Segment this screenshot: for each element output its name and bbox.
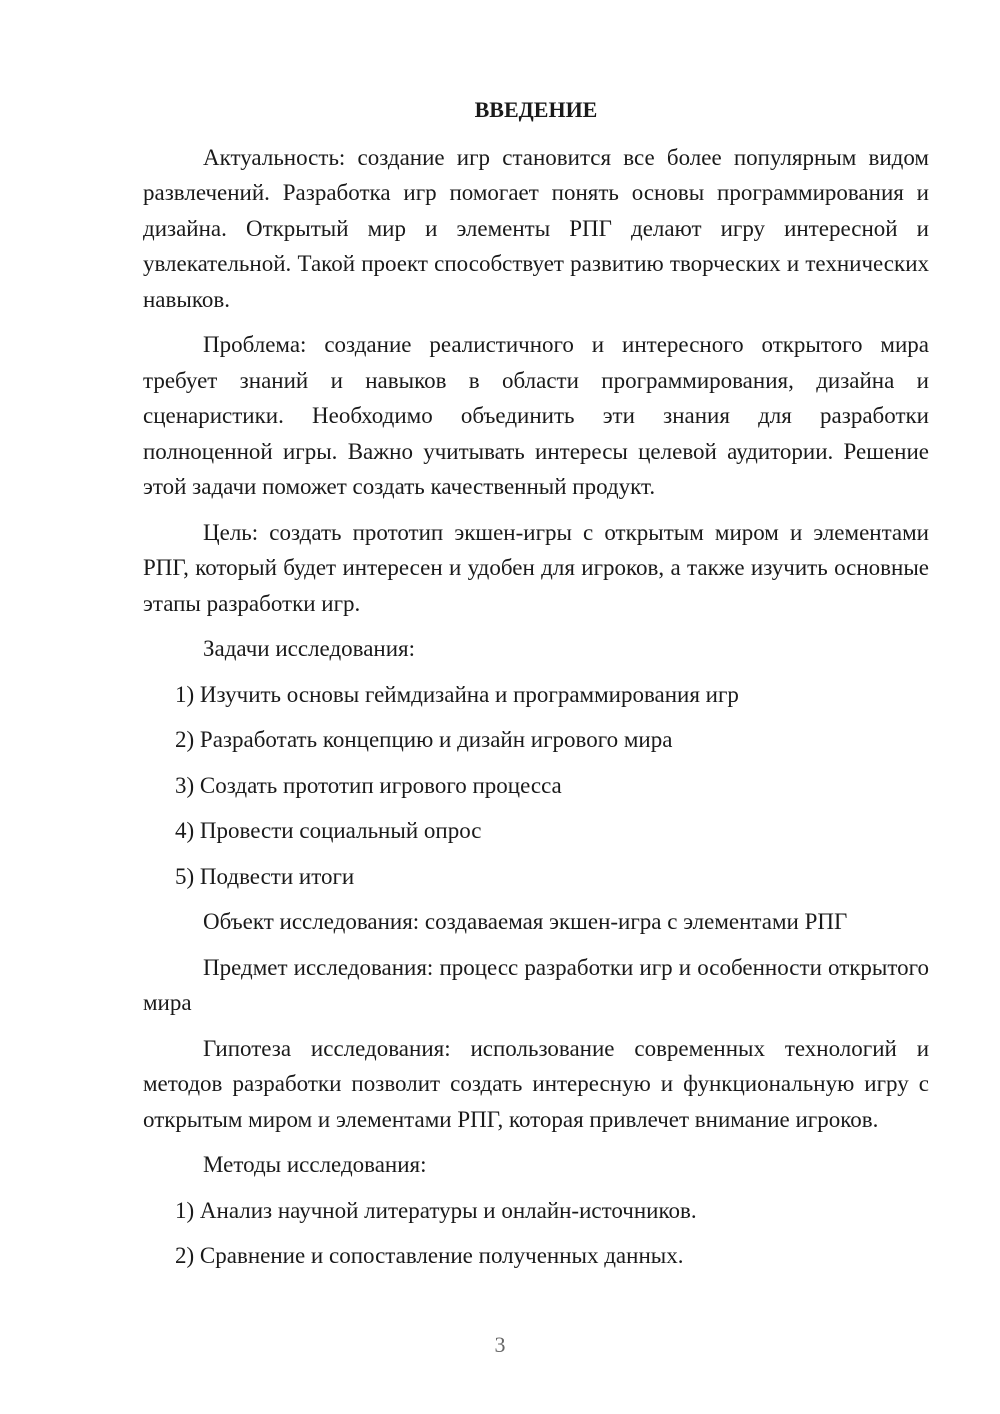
- problem-paragraph: Проблема: создание реалистичного и интересного открытого мира требует знаний и навыков в области программирования, дизайна и сценаристики. Необходимо объединить эти знания для разработки полноценной игры. Важно учитывать интересы целевой аудитории. Решение этой задачи поможет создать качественный продукт.: [143, 332, 929, 499]
- subject-paragraph: Предмет исследования: процесс разработки игр и особенности открытого мира: [143, 954, 929, 1015]
- task-number: 4): [175, 818, 195, 843]
- relevance-paragraph: Актуальность: создание игр становится все более популярным видом развлечений. Разработка игр помогает понять основы программирования и дизайна. Открытый мир и элементы РПГ делают игру интересной и увлекательной. Такой проект способствует развитию творческих и технических навыков.: [143, 144, 929, 312]
- method-number: 2): [175, 1243, 195, 1268]
- method-text: Анализ научной литературы и онлайн-источников.: [199, 1197, 697, 1223]
- page-number: 3: [494, 1332, 506, 1357]
- task-text: Провести социальный опрос: [199, 818, 482, 843]
- task-text: Изучить основы геймдизайна и программирования игр: [199, 681, 739, 707]
- task-item: [143, 677, 929, 713]
- document-body: [143, 92, 929, 1284]
- object-line: Объект исследования: создаваемая экшен-игра с элементами РПГ: [203, 909, 848, 934]
- methods-heading: Методы исследования:: [203, 1152, 427, 1177]
- method-number: 1): [175, 1197, 195, 1223]
- task-text: Создать прототип игрового процесса: [199, 772, 562, 798]
- task-number: 1): [175, 681, 195, 707]
- method-text: Сравнение и сопоставление полученных данных.: [199, 1243, 684, 1268]
- task-item: [143, 722, 929, 758]
- task-text: Разработать концепцию и дизайн игрового мира: [199, 727, 673, 752]
- section-title: ВВЕДЕНИЕ: [474, 97, 598, 122]
- task-item: [143, 859, 929, 895]
- task-item: [143, 768, 929, 804]
- task-number: 2): [175, 727, 195, 752]
- tasks-heading: Задачи исследования:: [203, 636, 416, 661]
- task-item: [143, 813, 929, 849]
- method-item: [143, 1238, 929, 1274]
- task-text: Подвести итоги: [199, 863, 355, 889]
- hypothesis-paragraph: Гипотеза исследования: использование современных технологий и методов разработки позволит создать интересную и функциональную игру с открытым миром и элементами РПГ, которая привлечет внимание игроков.: [143, 1035, 929, 1132]
- goal-paragraph: Цель: создать прототип экшен-игры с открытым миром и элементами РПГ, который будет интересен и удобен для игроков, а также изучить основные этапы разработки игр.: [143, 519, 929, 616]
- method-item: [143, 1193, 929, 1229]
- task-number: 3): [175, 772, 195, 798]
- task-number: 5): [175, 863, 195, 889]
